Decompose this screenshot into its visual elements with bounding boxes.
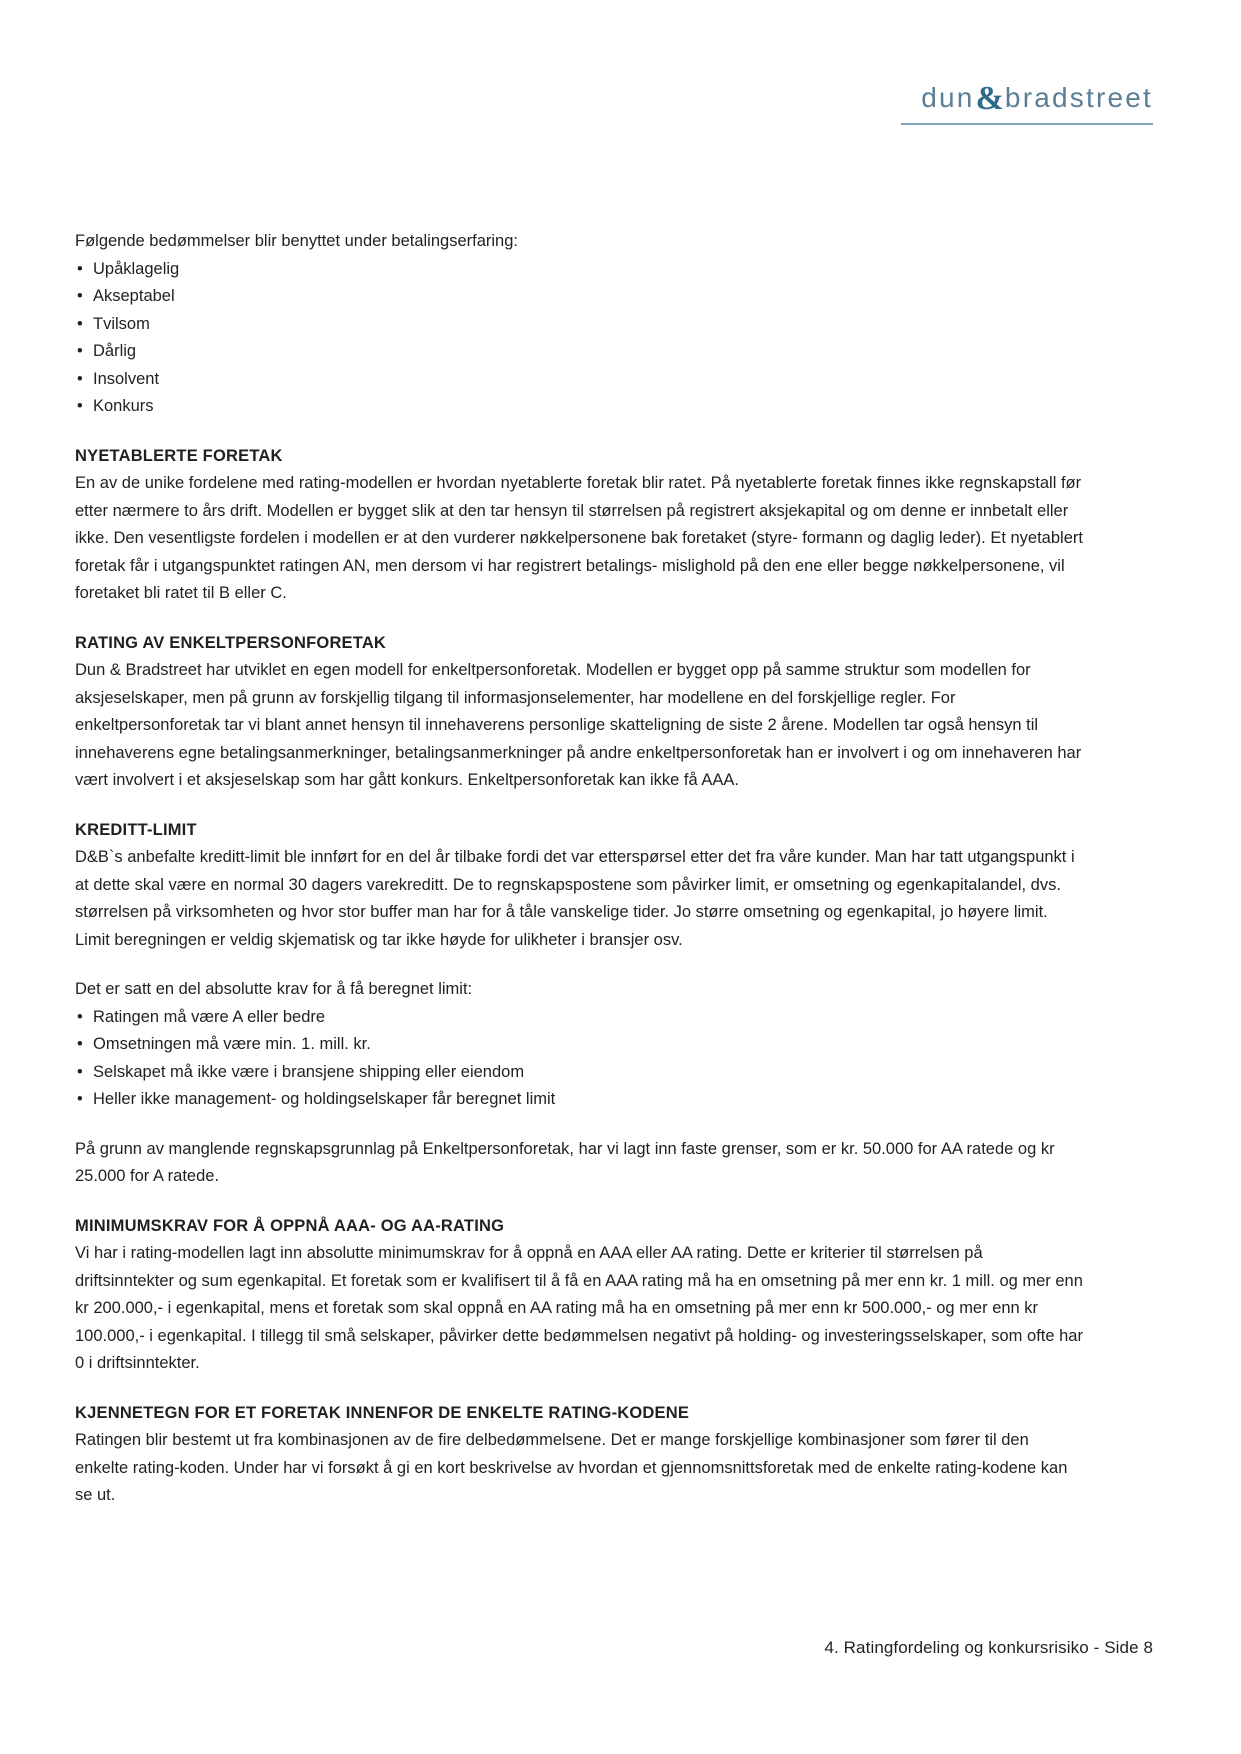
list-item: • Omsetningen må være min. 1. mill. kr. [75,1031,1085,1059]
list-item: • Akseptabel [75,283,1085,311]
payment-assessment-list [75,256,1085,421]
page-footer: 4. Ratingfordeling og konkursrisiko - Side 8 [824,1638,1153,1657]
list-item: • Ratingen må være A eller bedre [75,1004,1085,1032]
section-body-rating-enkeltpersonforetak: Dun & Bradstreet har utviklet en egen modell for enkeltpersonforetak. Modellen er bygget opp på samme struktur som modellen for aksjeselskaper, men på grunn av forskjellig tilgang til informasjonselementer, har modellene en del forskjellige regler. For enkeltpersonforetak tar vi blant annet hensyn til innehaverens personlige skatteligning de siste 2 årene. Modellen tar også hensyn til innehaverens egne betalingsanmerkninger, betalingsanmerkninger på andre enkeltpersonforetak han er involvert i og om innehaveren har vært involvert i et aksjeselskap som har gått konkurs. Enkeltpersonforetak kan ikke få AAA. [75,661,1082,789]
section-heading-kreditt-limit: KREDITT-LIMIT [75,820,197,839]
section-body-minimumskrav: Vi har i rating-modellen lagt inn absolutte minimumskrav for å oppnå en AAA eller AA rating. Dette er kriterier til størrelsen på driftsinntekter og sum egenkapital. Et foretak som er kvalifisert til å få en AAA rating må ha en omsetning på mer enn kr. 1 mill. og mer enn kr 200.000,- i egenkapital, mens et foretak som skal oppnå en AA rating må ha en omsetning på mer enn kr 500.000,- og mer enn kr 100.000,- i egenkapital. I tillegg til små selskaper, påvirker dette bedømmelsen negativt på holding- og investeringsselskaper, som ofte har 0 i driftsinntekter. [75,1244,1083,1372]
limit-requirements-list [75,1004,1085,1114]
section-heading-kjennetegn: KJENNETEGN FOR ET FORETAK INNENFOR DE ENKELTE RATING-KODENE [75,1403,690,1422]
list-item: • Upåklagelig [75,256,1085,284]
section-body-kjennetegn: Ratingen blir bestemt ut fra kombinasjonen av de fire delbedømmelsene. Det er mange forskjellige kombinasjoner som fører til den enkelte rating-koden. Under har vi forsøkt å gi en kort beskrivelse av hvordan et gjennomsnittsforetak med de enkelte rating-kodene kan se ut. [75,1431,1068,1504]
dun-bradstreet-logo [901,78,1153,125]
list-item: • Selskapet må ikke være i bransjene shipping eller eiendom [75,1059,1085,1087]
logo-text-bradstreet: bradstreet [1004,82,1153,113]
intro-line: Følgende bedømmelser blir benyttet under betalingserfaring: [75,232,518,250]
section-heading-rating-enkeltpersonforetak: RATING AV ENKELTPERSONFORETAK [75,633,387,652]
logo-text-dun: dun [921,82,975,113]
list-item: • Heller ikke management- og holdingselskaper får beregnet limit [75,1086,1085,1114]
document-body [75,228,1085,1510]
logo-ampersand-icon: & [975,80,1004,117]
list-item: • Konkurs [75,393,1085,421]
list-item: • Tvilsom [75,311,1085,339]
limit-requirements-intro: Det er satt en del absolutte krav for å få beregnet limit: [75,980,473,998]
list-item: • Insolvent [75,366,1085,394]
logo-underline-divider [901,123,1153,125]
section-heading-nyetablerte-foretak: NYETABLERTE FORETAK [75,446,283,465]
section-body-nyetablerte-foretak: En av de unike fordelene med rating-modellen er hvordan nyetablerte foretak blir ratet. På nyetablerte foretak finnes ikke regnskapstall før etter nærmere to års drift. Modellen er bygget slik at den tar hensyn til størrelsen på registrert aksjekapital og om denne er innbetalt eller ikke. Den vesentligste fordelen i modellen er at den vurderer nøkkelpersonene bak foretaket (styre- formann og daglig leder). Et nyetablert foretak får i utgangspunktet ratingen AN, men dersom vi har registrert betalings- mislighold på den ene eller begge nøkkelpersonene, vil foretaket bli ratet til B eller C. [75,474,1083,602]
logo-wordmark [921,78,1153,116]
section-body-kreditt-limit: D&B`s anbefalte kreditt-limit ble innført for en del år tilbake fordi det var etterspørsel etter det fra våre kunder. Man har tatt utgangspunkt i at dette skal være en normal 30 dagers varekreditt. De to regnskapspostene som påvirker limit, er omsetning og egenkapitalandel, dvs. størrelsen på virksomheten og hvor stor buffer man har for å tåle vanskelige tider. Jo større omsetning og egenkapital, jo høyere limit. Limit beregningen er veldig skjematisk og tar ikke høyde for ulikheter i bransjer osv. [75,848,1075,949]
list-item: • Dårlig [75,338,1085,366]
limit-note-enkeltpersonforetak: På grunn av manglende regnskapsgrunnlag på Enkeltpersonforetak, har vi lagt inn faste grenser, som er kr. 50.000 for AA ratede og kr 25.000 for A ratede. [75,1139,1055,1185]
section-heading-minimumskrav: MINIMUMSKRAV FOR Å OPPNÅ AAA- OG AA-RATING [75,1216,505,1235]
